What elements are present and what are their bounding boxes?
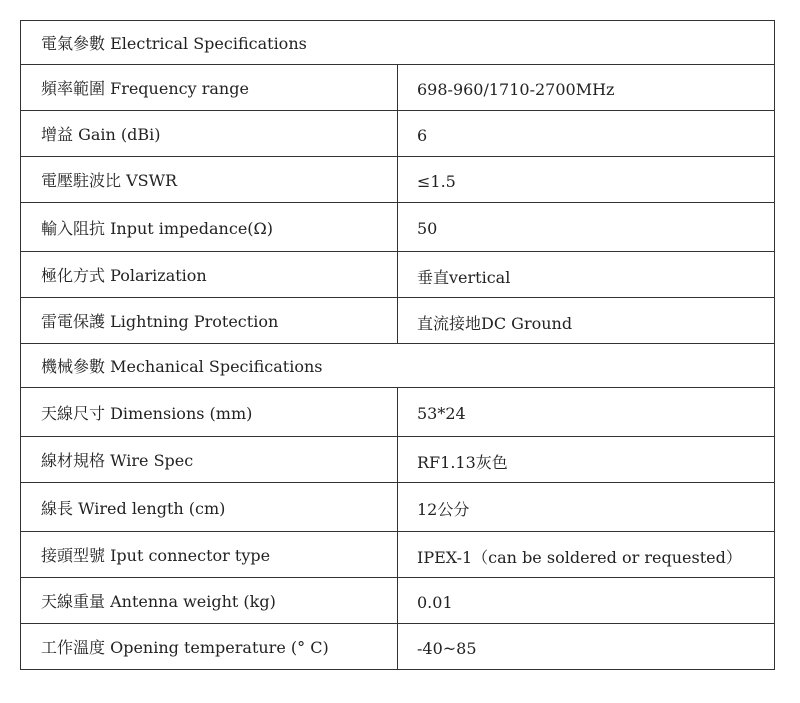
spec-label: 工作溫度 Opening temperature (° C) [21, 624, 398, 670]
spec-value: 698-960/1710-2700MHz [398, 65, 775, 111]
spec-label: 極化方式 Polarization [21, 252, 398, 298]
spec-value: ≤1.5 [398, 157, 775, 203]
spec-row-lightning-protection [21, 298, 775, 344]
section-heading-row [21, 21, 775, 65]
spec-label: 電壓駐波比 VSWR [21, 157, 398, 203]
spec-value: -40~85 [398, 624, 775, 670]
spec-row-connector-type [21, 532, 775, 578]
spec-row-operating-temperature [21, 624, 775, 670]
spec-value: 垂直vertical [398, 252, 775, 298]
spec-row-gain [21, 111, 775, 157]
spec-value: 53*24 [398, 388, 775, 437]
spec-value: 6 [398, 111, 775, 157]
spec-row-input-impedance [21, 203, 775, 252]
spec-row-antenna-weight [21, 578, 775, 624]
spec-label: 接頭型號 Iput connector type [21, 532, 398, 578]
mechanical-specifications-heading: 機械參數 Mechanical Specifications [21, 344, 775, 388]
spec-row-polarization [21, 252, 775, 298]
spec-row-wire-spec [21, 437, 775, 483]
electrical-specifications-heading: 電氣參數 Electrical Specifications [21, 21, 775, 65]
spec-row-dimensions [21, 388, 775, 437]
spec-row-vswr [21, 157, 775, 203]
spec-row-wired-length [21, 483, 775, 532]
spec-value: RF1.13灰色 [398, 437, 775, 483]
spec-label: 天線重量 Antenna weight (kg) [21, 578, 398, 624]
spec-label: 線長 Wired length (cm) [21, 483, 398, 532]
spec-value: IPEX-1（can be soldered or requested） [398, 532, 775, 578]
spec-label: 天線尺寸 Dimensions (mm) [21, 388, 398, 437]
spec-row-frequency-range [21, 65, 775, 111]
spec-value: 12公分 [398, 483, 775, 532]
section-heading-row [21, 344, 775, 388]
spec-label: 輸入阻抗 Input impedance(Ω) [21, 203, 398, 252]
spec-value: 50 [398, 203, 775, 252]
spec-label: 頻率範圍 Frequency range [21, 65, 398, 111]
spec-label: 線材規格 Wire Spec [21, 437, 398, 483]
spec-value: 0.01 [398, 578, 775, 624]
spec-value: 直流接地DC Ground [398, 298, 775, 344]
specifications-table [20, 20, 775, 670]
spec-label: 增益 Gain (dBi) [21, 111, 398, 157]
spec-label: 雷電保護 Lightning Protection [21, 298, 398, 344]
